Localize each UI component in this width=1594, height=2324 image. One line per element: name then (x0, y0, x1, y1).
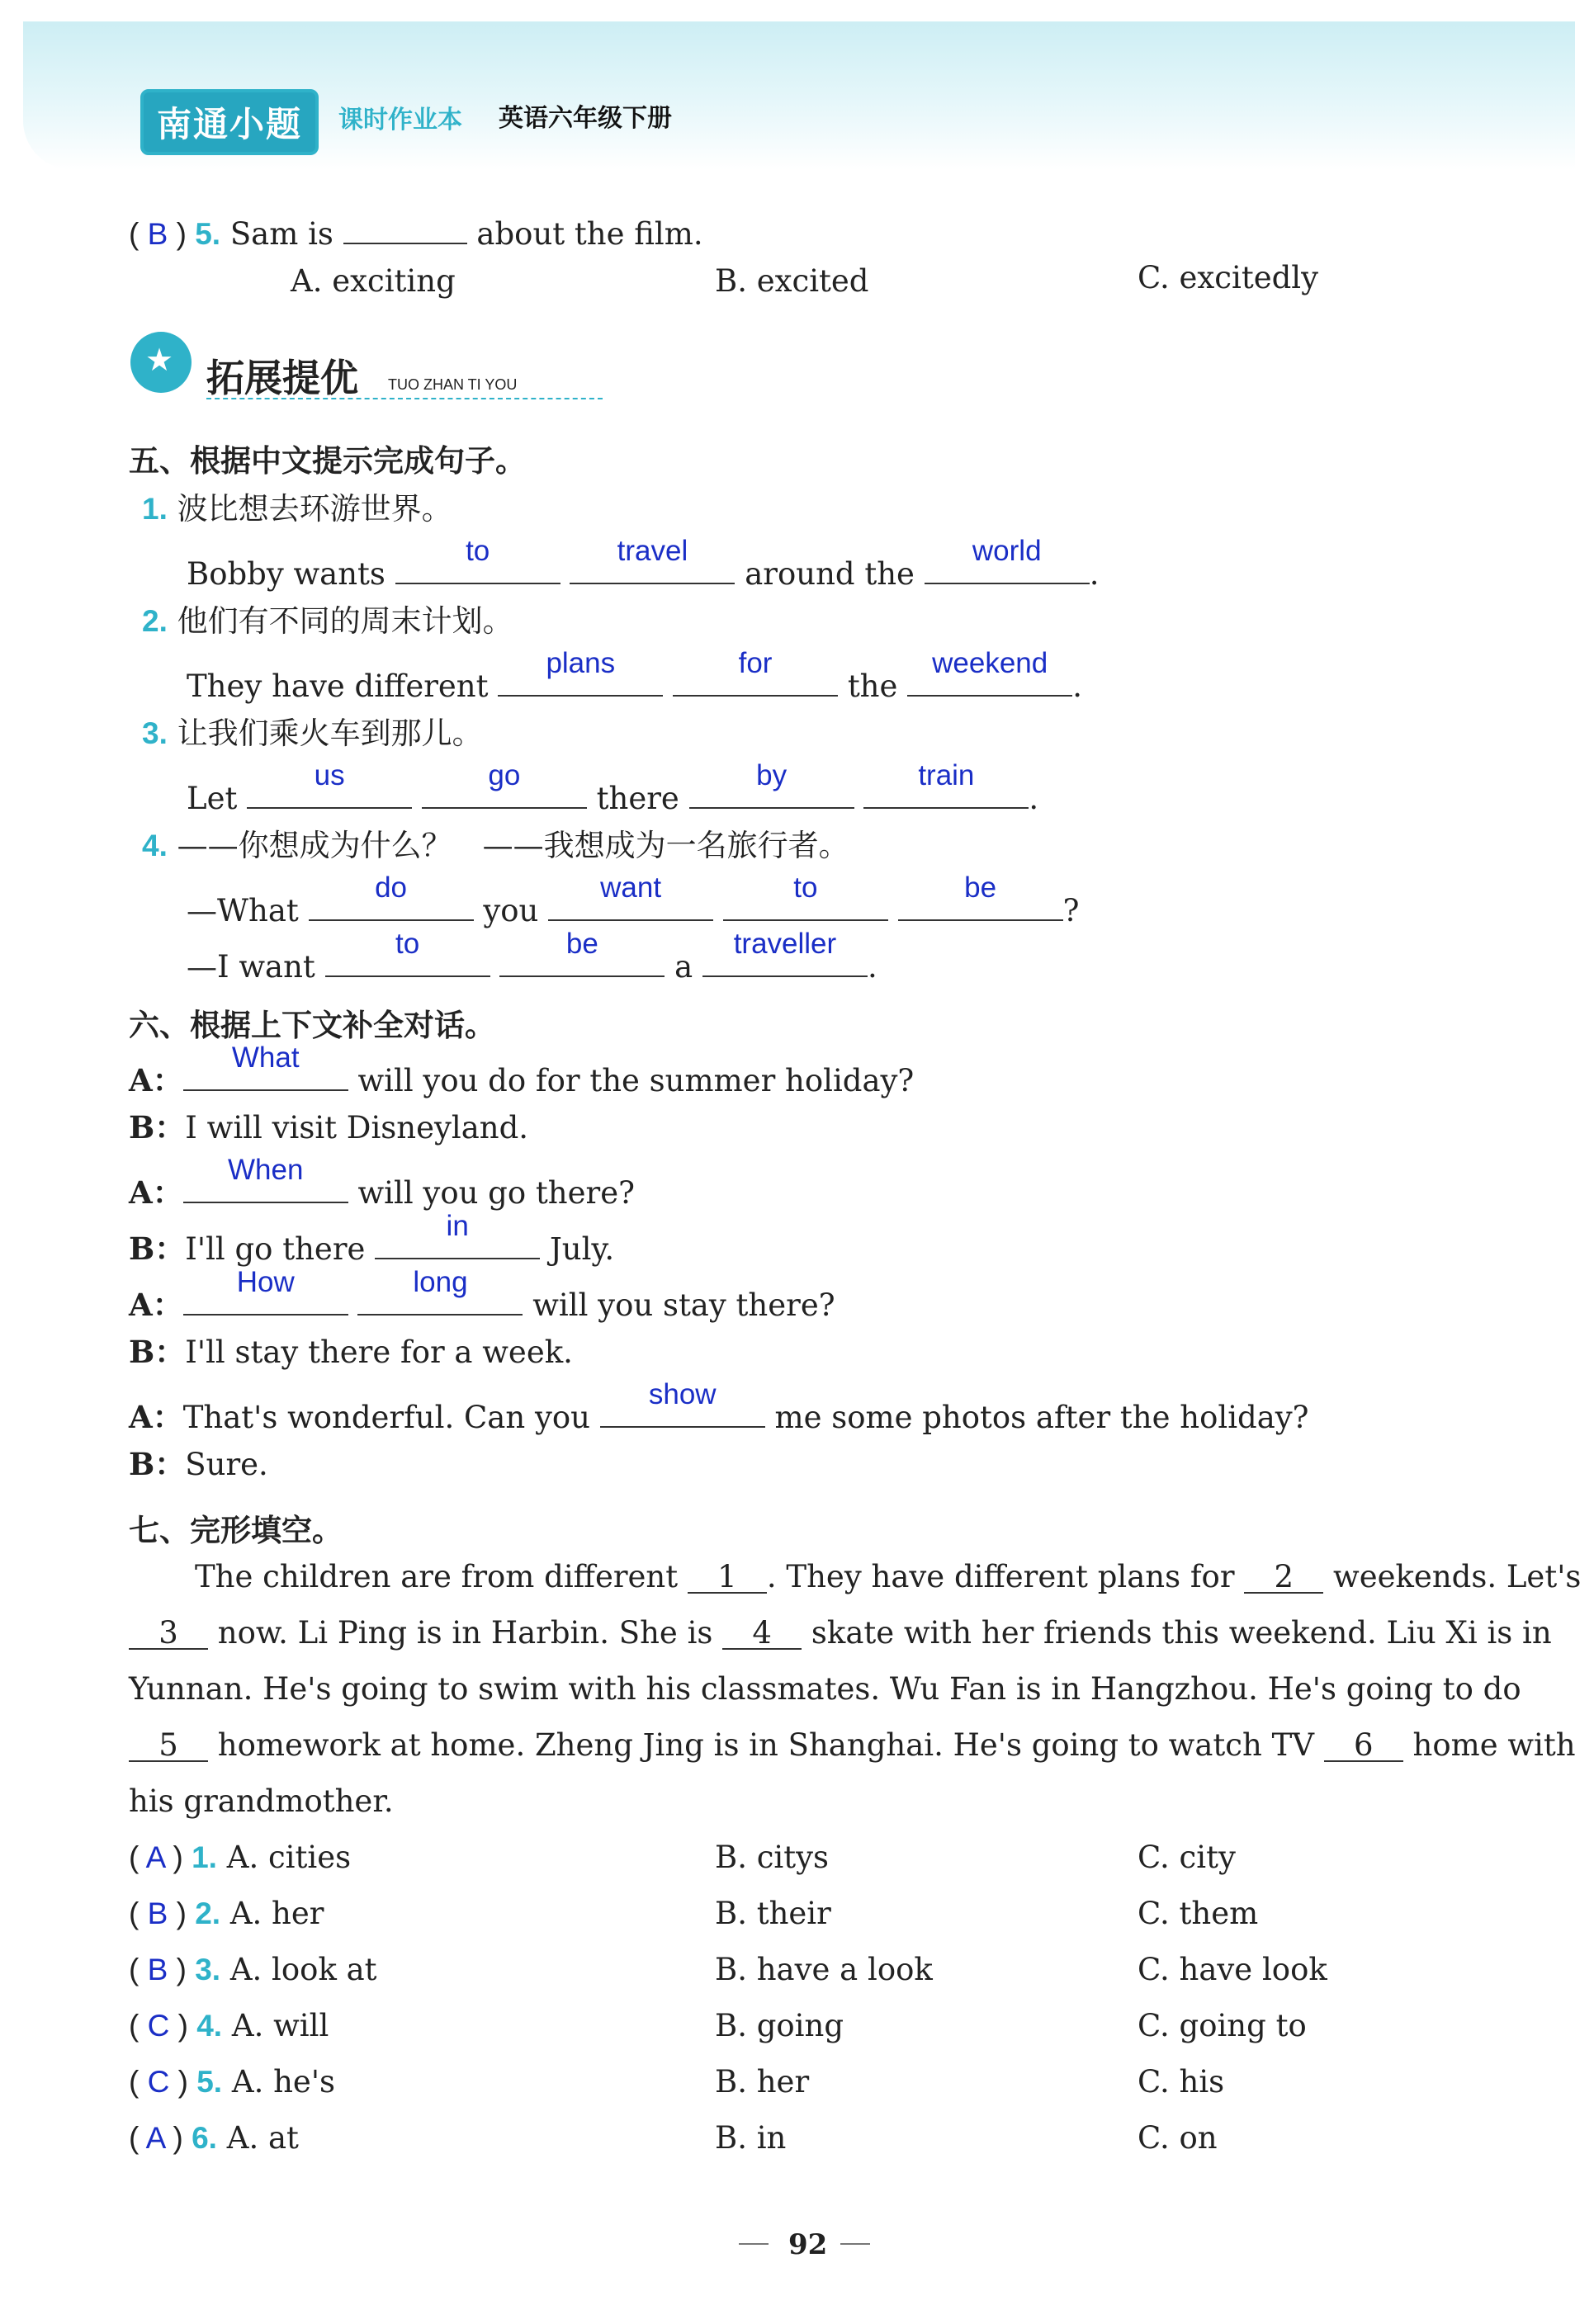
dialogue-line-2: B：I will visit Disneyland. (129, 1109, 529, 1145)
choice-row-3-c: C. have look (1138, 1952, 1327, 1987)
q5-option-a: A. exciting (291, 263, 456, 299)
header-subtitle: 课时作业本 (338, 106, 462, 135)
choice-row-5-b: B. her (715, 2064, 810, 2100)
brand-logo: 南通小题 (140, 89, 319, 155)
part5-item1-cn: 1. 波比想去环游世界。 (142, 491, 452, 527)
choice-row-3-b: B. have a look (715, 1952, 933, 1987)
choice-row-6-c: C. on (1138, 2120, 1218, 2156)
choice-row-1-b: B. citys (715, 1840, 830, 1875)
choice-row-2-b: B. their (715, 1896, 831, 1931)
part5-heading: 五、根据中文提示完成句子。 (129, 443, 526, 479)
page-number: 92 (788, 2228, 828, 2261)
choice-row-4-c: C. going to (1138, 2008, 1307, 2043)
star-badge-icon (130, 332, 192, 393)
part6-heading: 六、根据上下文补全对话。 (129, 1008, 495, 1043)
dialogue-line-7: A：That's wonderful. Can you show me some photos after the holiday? (129, 1378, 1309, 1435)
dialogue-line-8: B：Sure. (129, 1446, 268, 1482)
section-title: 拓展提优 (206, 356, 358, 400)
part5-item2-cn: 2. 他们有不同的周末计划。 (142, 603, 513, 639)
q5-option-c: C. excitedly (1138, 260, 1319, 295)
cloze-line-3: Yunnan. He's going to swim with his classmates. Wu Fan is in Hangzhou. He's going to do (129, 1671, 1521, 1707)
choice-row-4: ( C ) 4. A. will (129, 2008, 329, 2043)
choice-row-5-c: C. his (1138, 2064, 1225, 2100)
choice-row-3: ( B ) 3. A. look at (129, 1952, 377, 1987)
part5-item1-en: Bobby wants to travel around the world . (187, 535, 1100, 592)
dialogue-line-5: A： How long will you stay there? (129, 1266, 835, 1323)
cloze-line-1: The children are from different 1 . They have different plans for 2 weekends. Let's (195, 1559, 1582, 1594)
dialogue-line-3: A： When will you go there? (129, 1154, 635, 1211)
cloze-line-4: 5 homework at home. Zheng Jing is in Shanghai. He's going to watch TV 6 home with (129, 1730, 1576, 1762)
choice-row-5: ( C ) 5. A. he's (129, 2064, 335, 2100)
part5-item4-en2: —I want to be a traveller . (187, 928, 877, 985)
choice-row-4-b: B. going (715, 2008, 844, 2043)
choice-row-2: ( B ) 2. A. her (129, 1896, 324, 1931)
choice-row-1-c: C. city (1138, 1840, 1236, 1875)
choice-row-2-c: C. them (1138, 1896, 1259, 1931)
choice-row-6-b: B. in (715, 2120, 787, 2156)
dialogue-line-4: B：I'll go there in July. (129, 1210, 615, 1267)
q5-line: ( B ) 5. Sam is about the film. (129, 210, 703, 249)
section-divider (206, 398, 603, 399)
part5-item3-en: Let us go there by train . (187, 759, 1039, 816)
dialogue-line-1: A： What will you do for the summer holiday? (129, 1042, 915, 1098)
book-title: 英语六年级下册 (499, 104, 672, 133)
section-pinyin: TUO ZHAN TI YOU (388, 376, 518, 393)
part5-item4-en1: —What do you want to be ? (187, 872, 1080, 928)
q5-answer: B (147, 217, 168, 251)
page-dash-left (739, 2243, 769, 2245)
cloze-line-2: 3 now. Li Ping is in Harbin. She is 4 skate with her friends this weekend. Liu Xi is in (129, 1618, 1552, 1650)
part5-item3-cn: 3. 让我们乘火车到那儿。 (142, 716, 483, 751)
page-dash-right (840, 2243, 870, 2245)
choice-row-6: ( A ) 6. A. at (129, 2120, 299, 2156)
choice-row-1: ( A ) 1. A. cities (129, 1840, 352, 1875)
q5-blank (343, 210, 467, 244)
q5-option-b: B. excited (715, 263, 869, 299)
dialogue-line-6: B：I'll stay there for a week. (129, 1334, 573, 1370)
part7-heading: 七、完形填空。 (129, 1513, 343, 1548)
part5-item4-cn: 4. ——你想成为什么？ ——我想成为一名旅行者。 (142, 828, 849, 863)
cloze-line-5: his grandmother. (129, 1783, 394, 1819)
part5-item2-en: They have different plans for the weekend . (187, 647, 1082, 704)
